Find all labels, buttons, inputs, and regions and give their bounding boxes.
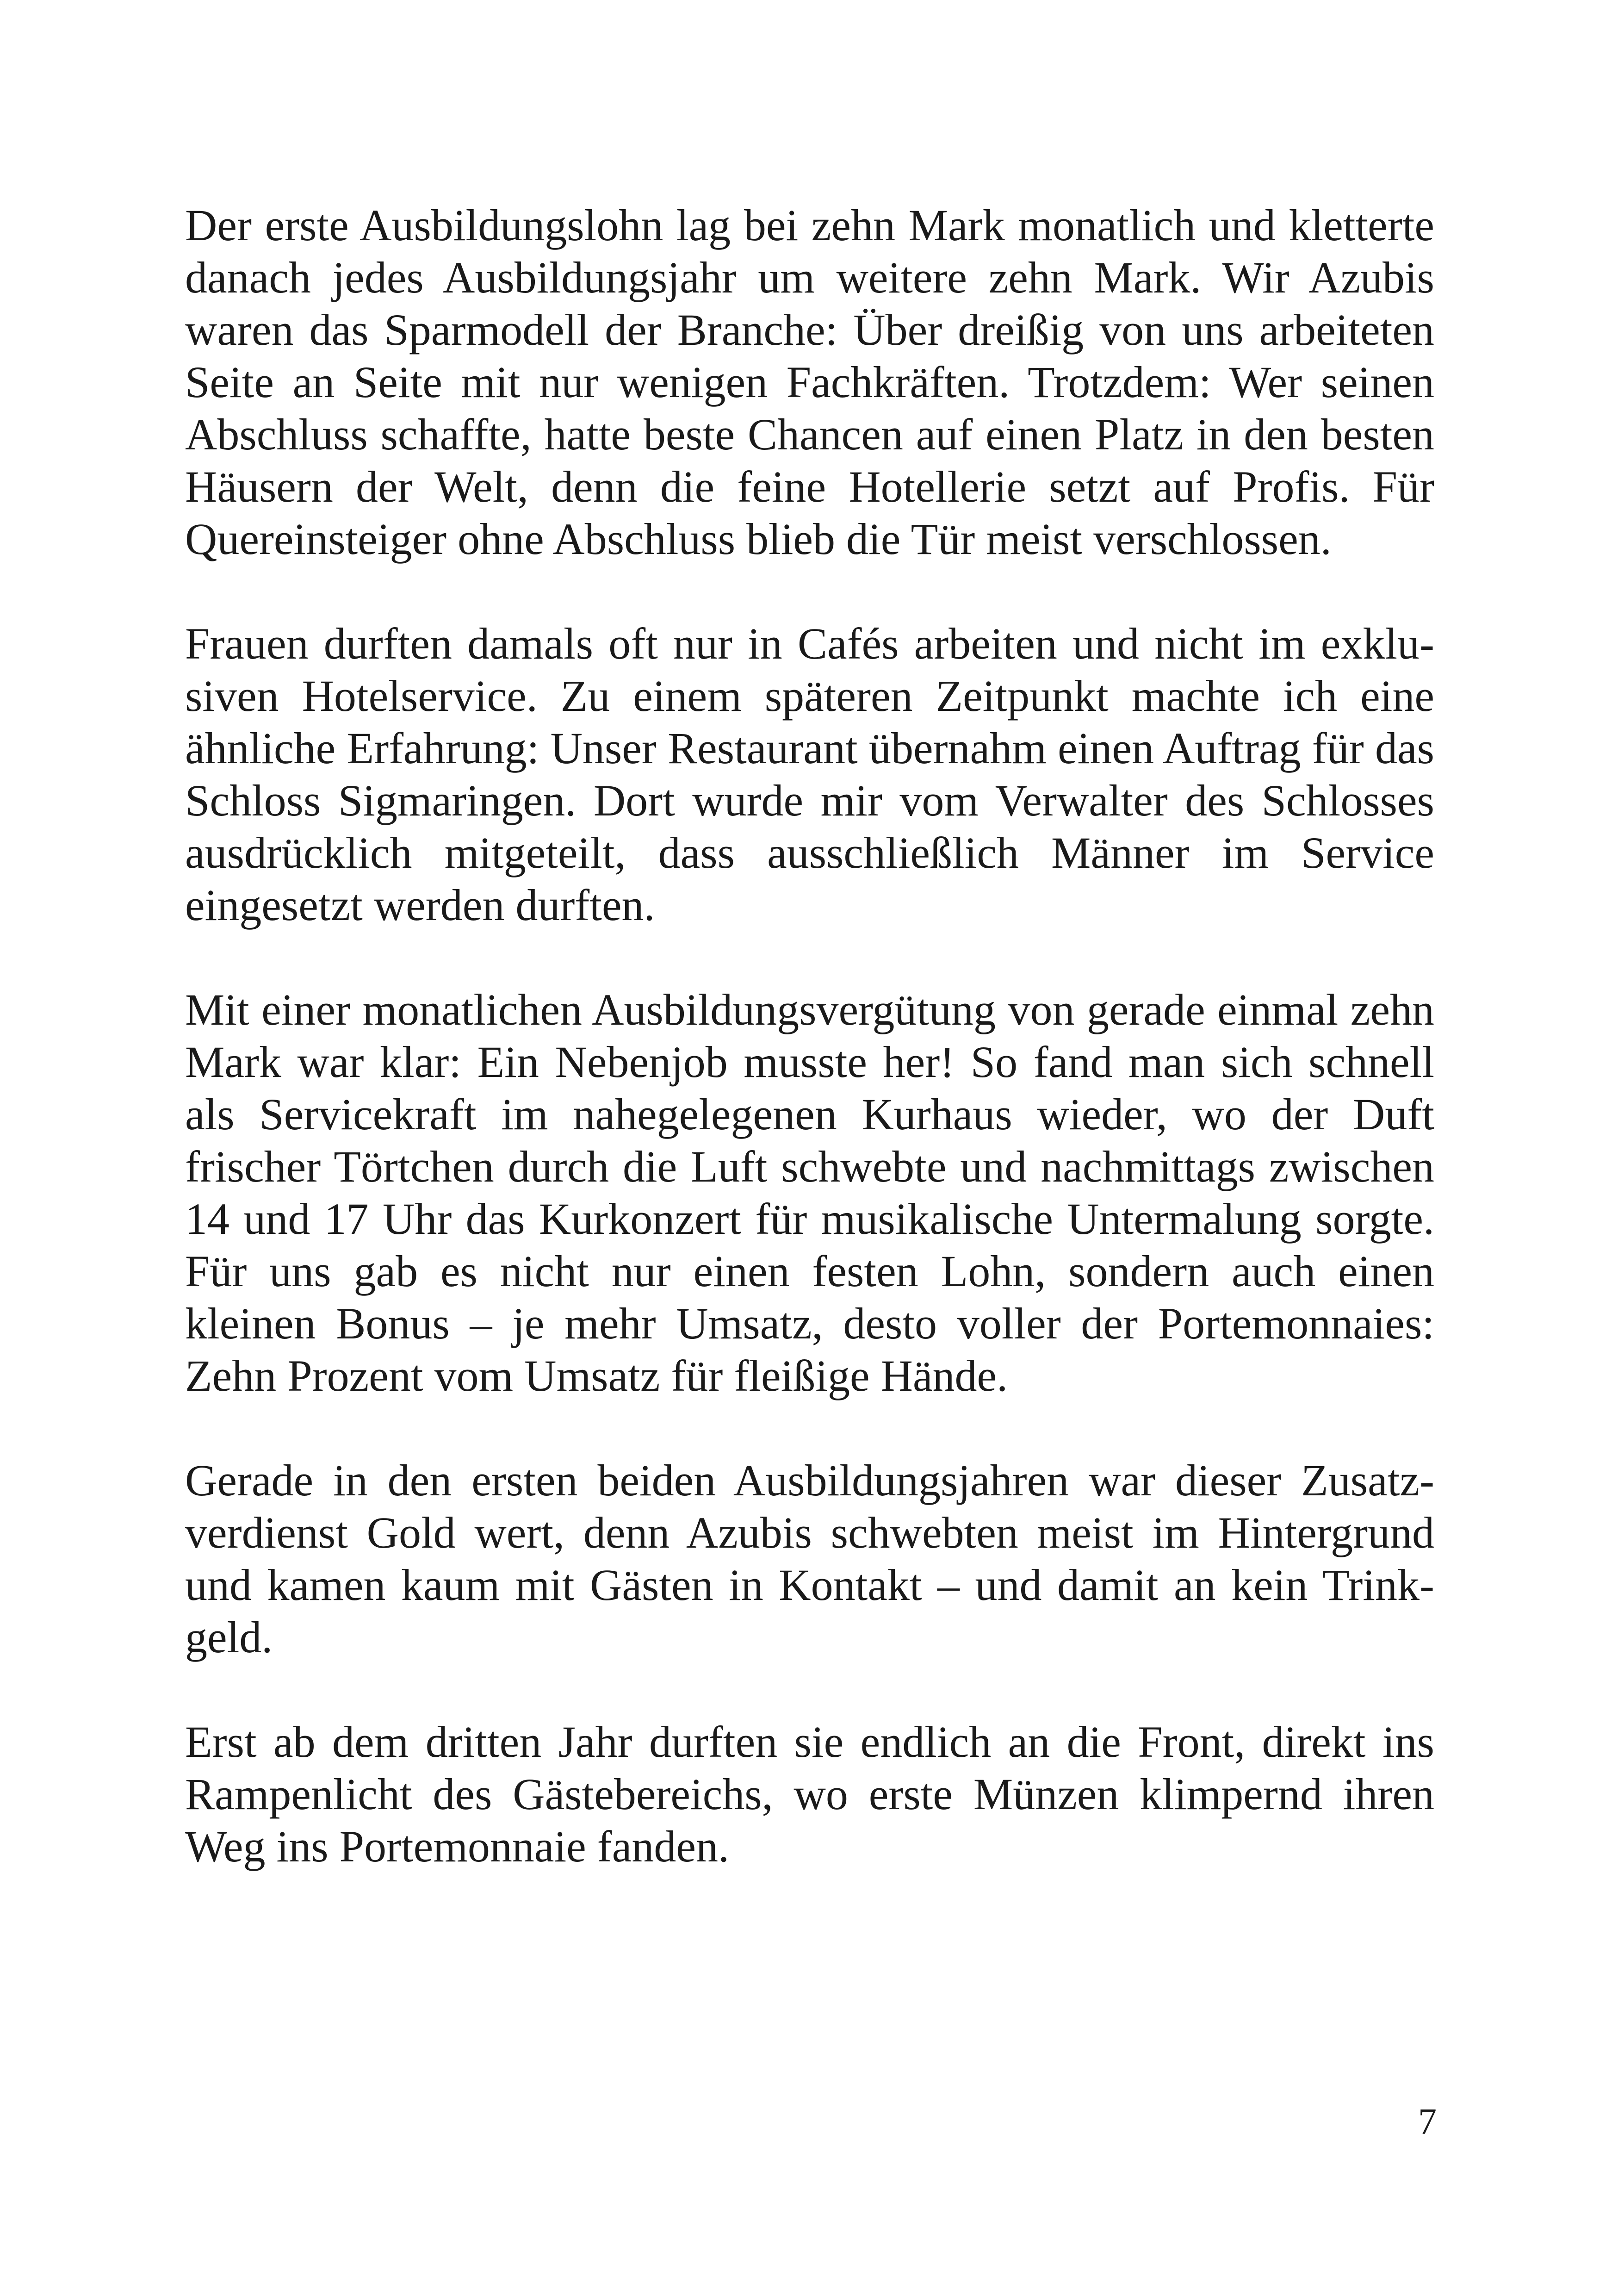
paragraph-3: Mit einer monatlichen Ausbildungsvergütung von gerade einmal zehn Mark war klar: Ein Nebenjob musste her! So fand man sich schnell als Servicekraft im nahegelegenen Kurhaus wieder, wo der Duft frischer Törtchen durch die Luft schwebte und nachmittags zwischen 14 und 17 Uhr das Kurkonzert für musikalische Untermalung sorgte. Für uns gab es nicht nur einen festen Lohn, sondern auch einen kleinen Bonus – je mehr Umsatz, desto voller der Portemonnaies: Zehn Prozent vom Umsatz für fleißige Hände.: [185, 985, 1434, 1400]
paragraph-2: Frauen durften damals oft nur in Cafés arbeiten und nicht im exklusiven Hotelservice. Zu einem späteren Zeitpunkt machte ich eine ähnliche Erfahrung: Unser Restaurant übernahm einen Auftrag für das Schloss Sigmaringen. Dort wurde mir vom Verwalter des Schlosses ausdrücklich mitgeteilt, dass ausschließlich Männer im Service eingesetzt werden durften.: [185, 619, 1434, 930]
body-text: [185, 199, 1434, 1873]
page-number: 7: [1418, 2102, 1437, 2142]
paragraph-4: Gerade in den ersten beiden Ausbildungsjahren war dieser Zusatzverdienst Gold wert, denn Azubis schwebten meist im Hintergrund und kamen kaum mit Gästen in Kontakt – und damit an kein Trinkgeld.: [185, 1456, 1434, 1662]
paragraph-5: Erst ab dem dritten Jahr durften sie endlich an die Front, direkt ins Rampenlicht des Gästebereichs, wo erste Münzen klimpernd ihren Weg ins Portemonnaie fanden.: [185, 1717, 1434, 1871]
paragraph-1: Der erste Ausbildungslohn lag bei zehn Mark monatlich und kletterte danach jedes Ausbildungsjahr um weitere zehn Mark. Wir Azubis waren das Sparmodell der Branche: Über dreißig von uns arbeiteten Seite an Seite mit nur wenigen Fachkräften. Trotzdem: Wer seinen Abschluss schaffte, hatte beste Chancen auf einen Platz in den besten Häusern der Welt, denn die feine Hotellerie setzt auf Profis. Für Quereinsteiger ohne Abschluss blieb die Tür meist verschlossen.: [185, 200, 1434, 564]
